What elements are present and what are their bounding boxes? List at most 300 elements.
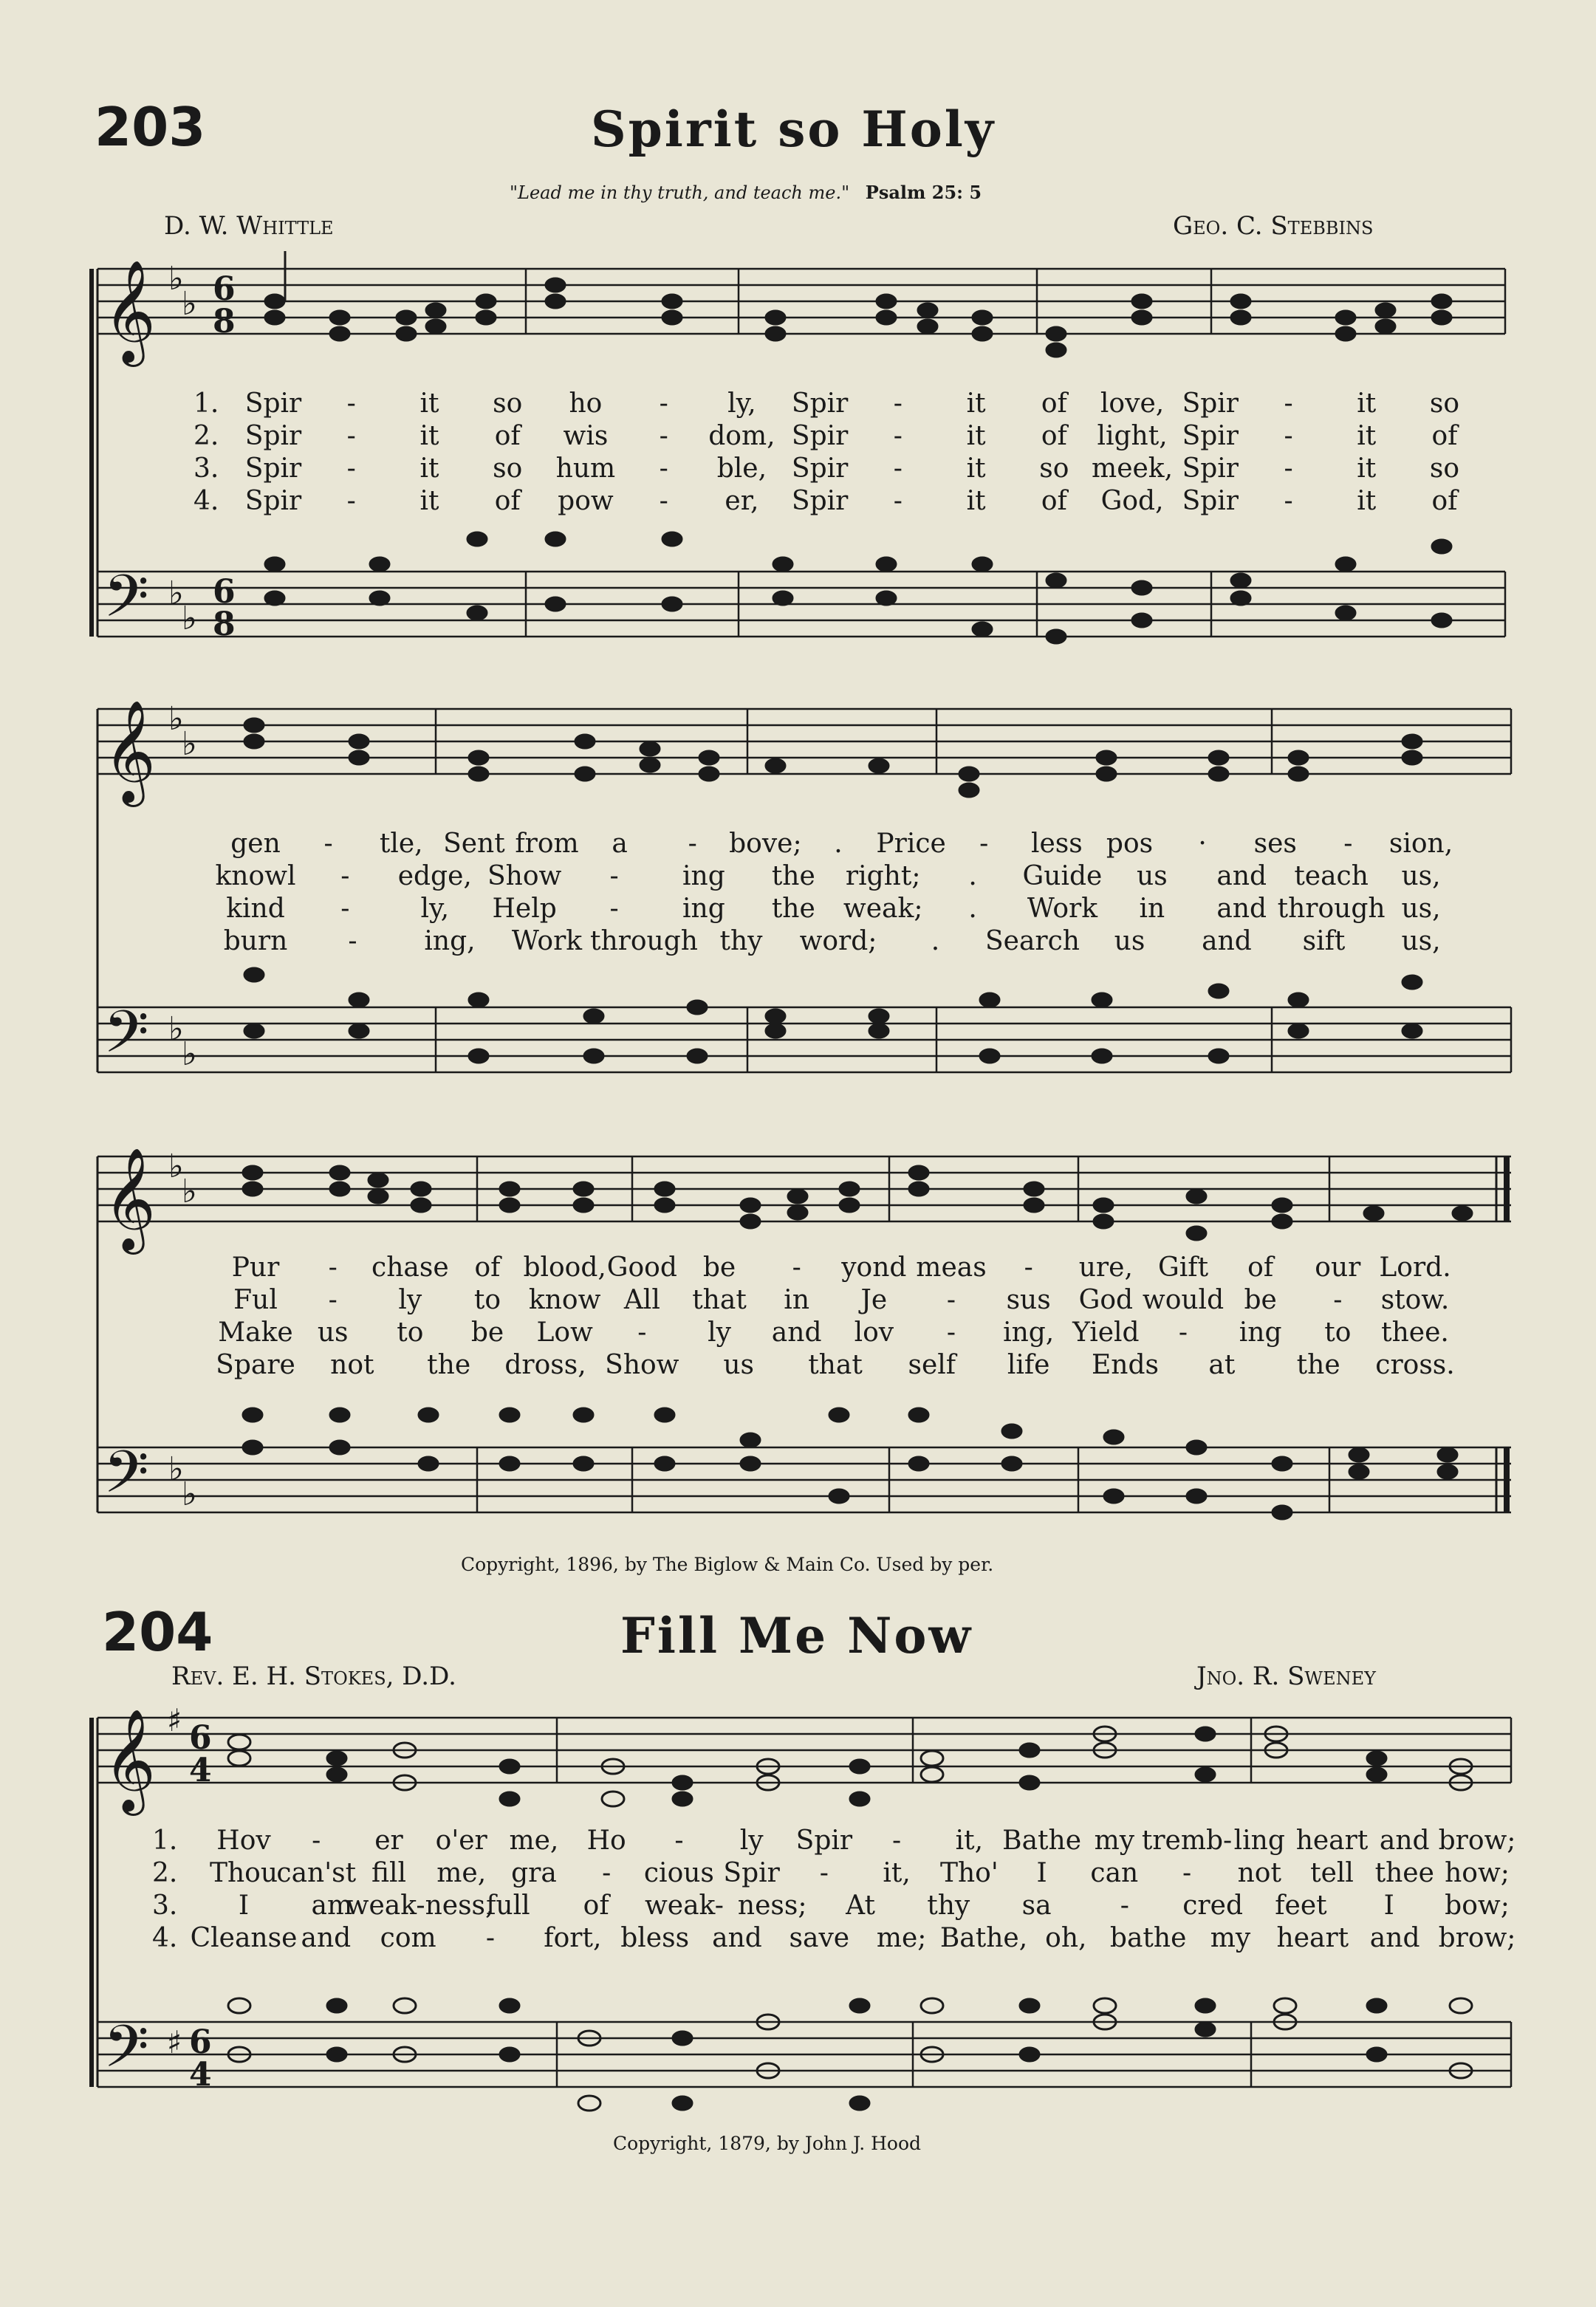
verse-line [0,829,1596,861]
svg-text:𝄢: 𝄢 [103,2012,149,2095]
lyric-syllable: Yield [1072,1317,1140,1348]
lyric-syllable: pow [558,486,614,516]
lyric-syllable: be [1244,1285,1277,1315]
lyric-syllable: - [346,421,356,451]
lyric-syllable: . [834,829,843,859]
lyric-syllable: Sent [443,829,505,859]
lyric-syllable: I [238,1890,250,1921]
lyric-syllable: Spir [244,453,302,484]
lyric-syllable: - [1284,486,1293,516]
lyric-syllable: - [602,1858,612,1888]
lyric-syllable: sa [1021,1890,1052,1921]
lyric-syllable: ing [682,894,725,924]
lyric-syllable: ure, [1078,1252,1133,1283]
lyric-syllable: teach [1294,861,1369,891]
lyric-syllable: and [1202,926,1252,956]
lyric-syllable: so [493,388,523,419]
verse-number: 4. [193,486,219,516]
lyric-syllable: Work [1027,894,1098,924]
lyric-syllable: - [659,486,668,516]
lyric-syllable: ly, [727,388,756,419]
lyric-syllable: - [979,829,989,859]
svg-text:♭: ♭ [168,260,184,298]
lyric-syllable: - [659,421,668,451]
lyric-syllable: it [1357,388,1377,419]
lyric-syllable: me; [876,1923,927,1953]
lyric-syllable: and [1379,1826,1430,1856]
lyric-syllable: of [474,1252,501,1283]
lyric-syllable: God, [1100,486,1164,516]
lyric-syllable: cious [643,1858,714,1888]
svg-text:4: 4 [189,2056,212,2094]
lyric-syllable: - [946,1317,956,1348]
verse-line [0,453,1596,486]
lyric-syllable: meas [916,1252,987,1283]
verse-line [0,1890,1596,1923]
svg-text:8: 8 [213,303,236,340]
lyric-syllable: my [1210,1923,1251,1953]
lyric-syllable: ly [398,1285,422,1315]
lyric-syllable: heart [1295,1826,1369,1856]
lyric-syllable: Spir [244,388,302,419]
lyric-syllable: - [659,388,668,419]
lyric-syllable: so [493,453,523,484]
lyric-syllable: Help [492,894,557,924]
lyric-syllable: of [1041,486,1067,516]
svg-text:𝄞: 𝄞 [103,1709,156,1811]
svg-text:♯: ♯ [167,1702,182,1738]
hymn-title: Spirit so Holy [591,100,996,158]
verse-number: 3. [193,453,219,484]
lyric-syllable: - [1333,1285,1343,1315]
lyric-syllable: us [317,1317,349,1348]
lyric-syllable: - [340,861,350,891]
lyric-syllable: lov [854,1317,894,1348]
lyric-syllable: word; [799,926,877,956]
lyric-syllable: sift [1302,926,1346,956]
lyric-syllable: my [1094,1826,1135,1856]
lyric-syllable: - [348,926,357,956]
lyric-syllable: - [346,388,356,419]
lyric-syllable: feet [1275,1890,1327,1921]
lyric-syllable: At [846,1890,875,1921]
lyric-syllable: can [1090,1858,1139,1888]
copyright-notice: Copyright, 1896, by The Biglow & Main Co. Used by per. [461,1554,994,1575]
lyric-syllable: of [1247,1252,1274,1283]
lyric-syllable: - [1178,1317,1188,1348]
lyric-syllable: it [966,486,986,516]
lyric-syllable: would [1142,1285,1225,1315]
lyric-syllable: brow; [1438,1826,1516,1856]
lyric-syllable: er [374,1826,403,1856]
svg-text:6: 6 [213,573,236,611]
verse-line [0,1317,1596,1350]
lyric-syllable: it [419,421,439,451]
lyric-syllable: meek, [1092,453,1174,484]
lyric-syllable: through [1277,894,1386,924]
lyric-syllable: - [893,421,903,451]
verse-line [0,1826,1596,1858]
lyric-syllable: be [702,1252,736,1283]
lyric-syllable: Spir [795,1826,853,1856]
lyric-syllable: Show [487,861,562,891]
lyric-syllable: in [1139,894,1165,924]
lyric-syllable: - [328,1285,338,1315]
lyric-syllable: Spir [723,1858,780,1888]
hymn-number: 204 [102,1601,213,1663]
svg-text:8: 8 [213,606,236,643]
lyric-syllable: ses [1253,829,1297,859]
lyric-syllable: weak- [644,1890,724,1921]
lyric-syllable: ly [708,1317,731,1348]
lyric-syllable: thee [1374,1858,1434,1888]
lyric-syllable: in [784,1285,810,1315]
lyric-syllable: bless [620,1923,690,1953]
lyric-syllable: oh, [1045,1923,1087,1953]
lyric-syllable: - [688,829,697,859]
verse-line [0,388,1596,421]
lyric-syllable: sus [1006,1285,1051,1315]
svg-text:𝄢: 𝄢 [103,562,149,645]
lyric-syllable: and [771,1317,822,1348]
lyric-syllable: it [419,453,439,484]
svg-text:♭: ♭ [168,1148,184,1185]
lyric-syllable: . [931,926,940,956]
verse-line [0,1923,1596,1955]
lyric-syllable: of [494,486,521,516]
lyric-syllable: Spir [1182,453,1239,484]
lyric-syllable: heart [1276,1923,1349,1953]
lyric-syllable: gen [230,829,281,859]
lyric-syllable: dross, [504,1350,586,1380]
lyric-syllable: edge, [397,861,472,891]
lyric-syllable: bathe [1109,1923,1187,1953]
lyric-syllable: o'er [435,1826,487,1856]
epigraph-text: "Lead me in thy truth, and teach me." [510,182,850,203]
svg-text:𝄢: 𝄢 [103,998,149,1080]
lyric-syllable: of [1431,421,1458,451]
svg-text:6: 6 [213,270,236,308]
lyric-syllable: yond [841,1252,907,1283]
lyric-syllable: weak; [843,894,923,924]
svg-text:♭: ♭ [182,1475,197,1513]
lyric-syllable: us, [1401,861,1441,891]
lyric-syllable: am [311,1890,353,1921]
lyric-syllable: er, [725,486,759,516]
lyric-syllable: Good [606,1252,677,1283]
lyric-syllable: chase [371,1252,449,1283]
lyric-syllable: Gift [1157,1252,1209,1283]
verse-line [0,1252,1596,1285]
lyric-syllable: - [485,1923,496,1953]
lyric-syllable: at [1208,1350,1236,1380]
verse-line [0,486,1596,518]
svg-text:𝄞: 𝄞 [103,260,156,363]
lyric-syllable: us, [1401,894,1441,924]
lyric-syllable: love, [1100,388,1165,419]
lyric-syllable: it [966,421,986,451]
svg-text:6: 6 [189,1719,212,1757]
hymn-title: Fill Me Now [620,1607,973,1665]
verse-number: 3. [152,1890,178,1921]
lyric-syllable: Spir [1182,486,1239,516]
lyric-syllable: - [946,1285,956,1315]
lyric-syllable: Hov [216,1826,271,1856]
lyric-syllable: burn [223,926,288,956]
svg-text:6: 6 [189,2023,212,2061]
svg-text:♭: ♭ [168,575,184,612]
svg-text:♭: ♭ [182,725,197,763]
lyric-syllable: - [892,1826,902,1856]
lyric-syllable: Guide [1022,861,1103,891]
lyric-syllable: through [590,926,698,956]
hymn-number: 203 [95,96,206,158]
lyric-syllable: - [819,1858,829,1888]
svg-text:𝄞: 𝄞 [103,700,156,803]
lyric-syllable: not [1237,1858,1281,1888]
lyric-syllable: Spir [244,486,302,516]
svg-text:4: 4 [189,1752,212,1789]
lyric-syllable: Spare [216,1350,295,1380]
lyric-syllable: know [528,1285,601,1315]
lyric-syllable: to [1324,1317,1352,1348]
lyric-syllable: fort, [544,1923,602,1953]
lyric-syllable: ble, [716,453,767,484]
lyric-syllable: it, [955,1826,984,1856]
lyric-syllable: Price [876,829,946,859]
lyric-syllable: us [1114,926,1145,956]
lyric-syllable: of [1041,421,1067,451]
lyric-syllable: Thou [209,1858,278,1888]
svg-text:♭: ♭ [182,1173,197,1210]
lyric-syllable: us, [1401,926,1441,956]
lyric-syllable: not [330,1350,374,1380]
lyric-syllable: ing [682,861,725,891]
lyric-syllable: cred [1182,1890,1244,1921]
lyric-syllable: pos [1106,829,1154,859]
lyric-syllable: Je [860,1285,888,1315]
svg-text:♭: ♭ [182,600,197,637]
lyric-syllable: weak-ness, [346,1890,494,1921]
lyric-syllable: - [893,388,903,419]
lyric-syllable: - [340,894,350,924]
lyric-syllable: - [346,486,356,516]
lyric-syllable: Cleanse [190,1923,298,1953]
lyric-syllable: it [419,486,439,516]
svg-text:𝄞: 𝄞 [103,1148,156,1250]
lyric-syllable: Lord. [1379,1252,1451,1283]
lyric-syllable: - [609,894,619,924]
lyric-syllable: a [612,829,628,859]
verse-line [0,861,1596,894]
lyric-syllable: Show [605,1350,679,1380]
lyric-syllable: I [1036,1858,1047,1888]
verse-number: 4. [152,1923,178,1953]
lyric-syllable: self [908,1350,956,1380]
lyric-syllable: and [1369,1923,1420,1953]
svg-text:♭: ♭ [182,1035,197,1073]
lyric-syllable: Ends [1092,1350,1159,1380]
lyric-syllable: it, [883,1858,911,1888]
lyric-syllable: of [494,421,521,451]
lyric-syllable: Tho' [939,1858,999,1888]
lyric-syllable: the [771,894,815,924]
lyric-syllable: so [1429,453,1460,484]
lyric-syllable: thy [719,926,763,956]
lyric-syllable: be [470,1317,504,1348]
verse-line [0,1350,1596,1382]
lyric-syllable: ly [739,1826,764,1856]
lyric-syllable: - [659,453,668,484]
lyric-syllable: - [637,1317,647,1348]
composer-credit: Jno. R. Sweney [1196,1662,1376,1691]
lyric-syllable: - [346,453,356,484]
lyric-syllable: - [1284,421,1293,451]
lyric-syllable: - [1120,1890,1129,1921]
lyric-syllable: ing, [424,926,476,956]
lyric-syllable: - [1024,1252,1033,1283]
lyric-syllable: ly, [420,894,450,924]
lyric-syllable: tremb- [1141,1826,1233,1856]
lyric-syllable: from [515,829,579,859]
lyric-syllable: com [380,1923,436,1953]
lyric-syllable: it [1357,453,1377,484]
lyric-syllable: the [771,861,815,891]
lyric-syllable: ing, [1003,1317,1055,1348]
lyric-syllable: bove; [729,829,802,859]
lyric-syllable: Work [511,926,583,956]
lyric-syllable: full [486,1890,530,1921]
lyric-syllable: - [893,486,903,516]
lyric-syllable: life [1007,1350,1050,1380]
lyric-syllable: it [419,388,439,419]
lyric-syllable: sion, [1388,829,1453,859]
lyric-syllable: Bathe [1002,1826,1082,1856]
epigraph-reference: Psalm 25: 5 [865,182,982,203]
lyric-syllable: - [323,829,333,859]
svg-text:♯: ♯ [167,2024,182,2060]
svg-text:♭: ♭ [168,700,184,738]
lyric-syllable: and [301,1923,352,1953]
lyric-syllable: Spir [1182,388,1239,419]
svg-text:♭: ♭ [168,1450,184,1488]
lyric-syllable: it [1357,421,1377,451]
lyric-syllable: that [692,1285,747,1315]
lyric-syllable: blood, [523,1252,606,1283]
lyric-syllable: . [968,894,977,924]
lyric-syllable: to [397,1317,424,1348]
lyric-syllable: - [328,1252,338,1283]
composer-credit: Geo. C. Stebbins [1173,211,1374,241]
lyric-syllable: me, [436,1858,487,1888]
lyric-syllable: brow; [1438,1923,1516,1953]
lyric-syllable: less [1030,829,1083,859]
lyric-syllable: me, [509,1826,559,1856]
author-credit: Rev. E. H. Stokes, D.D. [171,1662,456,1691]
lyric-syllable: - [792,1252,801,1283]
verse-number: 1. [152,1826,178,1856]
lyric-syllable: right; [845,861,921,891]
lyric-syllable: Spir [244,421,302,451]
lyric-syllable: us [723,1350,754,1380]
lyric-syllable: Spir [791,486,849,516]
lyric-syllable: thee. [1381,1317,1449,1348]
lyric-syllable: to [473,1285,501,1315]
lyric-syllable: and [712,1923,762,1953]
lyric-syllable: Ful [233,1285,278,1315]
lyric-syllable: wis [563,421,609,451]
lyric-syllable: All [623,1285,660,1315]
lyric-syllable: Pur [231,1252,280,1283]
verse-line [0,421,1596,453]
lyric-syllable: Low [536,1317,593,1348]
lyric-syllable: gra [511,1858,557,1888]
lyric-syllable: how; [1445,1858,1510,1888]
lyric-syllable: - [609,861,619,891]
lyric-syllable: · [1198,829,1207,859]
svg-text:𝄢: 𝄢 [103,1438,149,1521]
lyric-syllable: . [968,861,977,891]
lyric-syllable: so [1429,388,1460,419]
lyric-syllable: us [1137,861,1168,891]
lyric-syllable: cross. [1375,1350,1455,1380]
lyric-syllable: Spir [1182,421,1239,451]
lyric-syllable: that [808,1350,863,1380]
lyric-syllable: - [893,453,903,484]
lyric-syllable: knowl [215,861,296,891]
lyric-syllable: it [1357,486,1377,516]
lyric-syllable: Ho [586,1826,626,1856]
lyric-syllable: Spir [791,421,849,451]
lyric-syllable: Spir [791,453,849,484]
lyric-syllable: ling [1233,1826,1285,1856]
lyric-syllable: God [1078,1285,1134,1315]
lyric-syllable: Search [985,926,1080,956]
lyric-syllable: - [674,1826,684,1856]
lyric-syllable: hum [555,453,616,484]
lyric-syllable: of [1041,388,1067,419]
lyric-syllable: bow; [1445,1890,1510,1921]
verse-line [0,1285,1596,1317]
lyric-syllable: - [1182,1858,1192,1888]
lyric-syllable: of [583,1890,609,1921]
lyric-syllable: tell [1310,1858,1354,1888]
lyric-syllable: and [1216,861,1267,891]
lyric-syllable: so [1039,453,1069,484]
lyric-syllable: it [966,453,986,484]
lyric-syllable: dom, [708,421,775,451]
svg-text:♭: ♭ [182,285,197,323]
epigraph [510,182,982,203]
lyric-syllable: and [1216,894,1267,924]
svg-text:♭: ♭ [168,1010,184,1048]
lyric-syllable: I [1383,1890,1394,1921]
lyric-syllable: save [789,1923,850,1953]
lyric-syllable: our [1315,1252,1361,1283]
lyric-syllable: Bathe, [939,1923,1028,1953]
lyric-syllable: the [427,1350,471,1380]
verse-number: 2. [152,1858,178,1888]
verse-number: 2. [193,421,219,451]
lyric-syllable: can'st [276,1858,357,1888]
verse-line [0,1858,1596,1890]
lyric-syllable: ho [569,388,603,419]
lyric-syllable: light, [1097,421,1168,451]
lyric-syllable: - [1284,388,1293,419]
lyric-syllable: Make [218,1317,293,1348]
verse-line [0,926,1596,959]
lyric-syllable: thy [927,1890,970,1921]
